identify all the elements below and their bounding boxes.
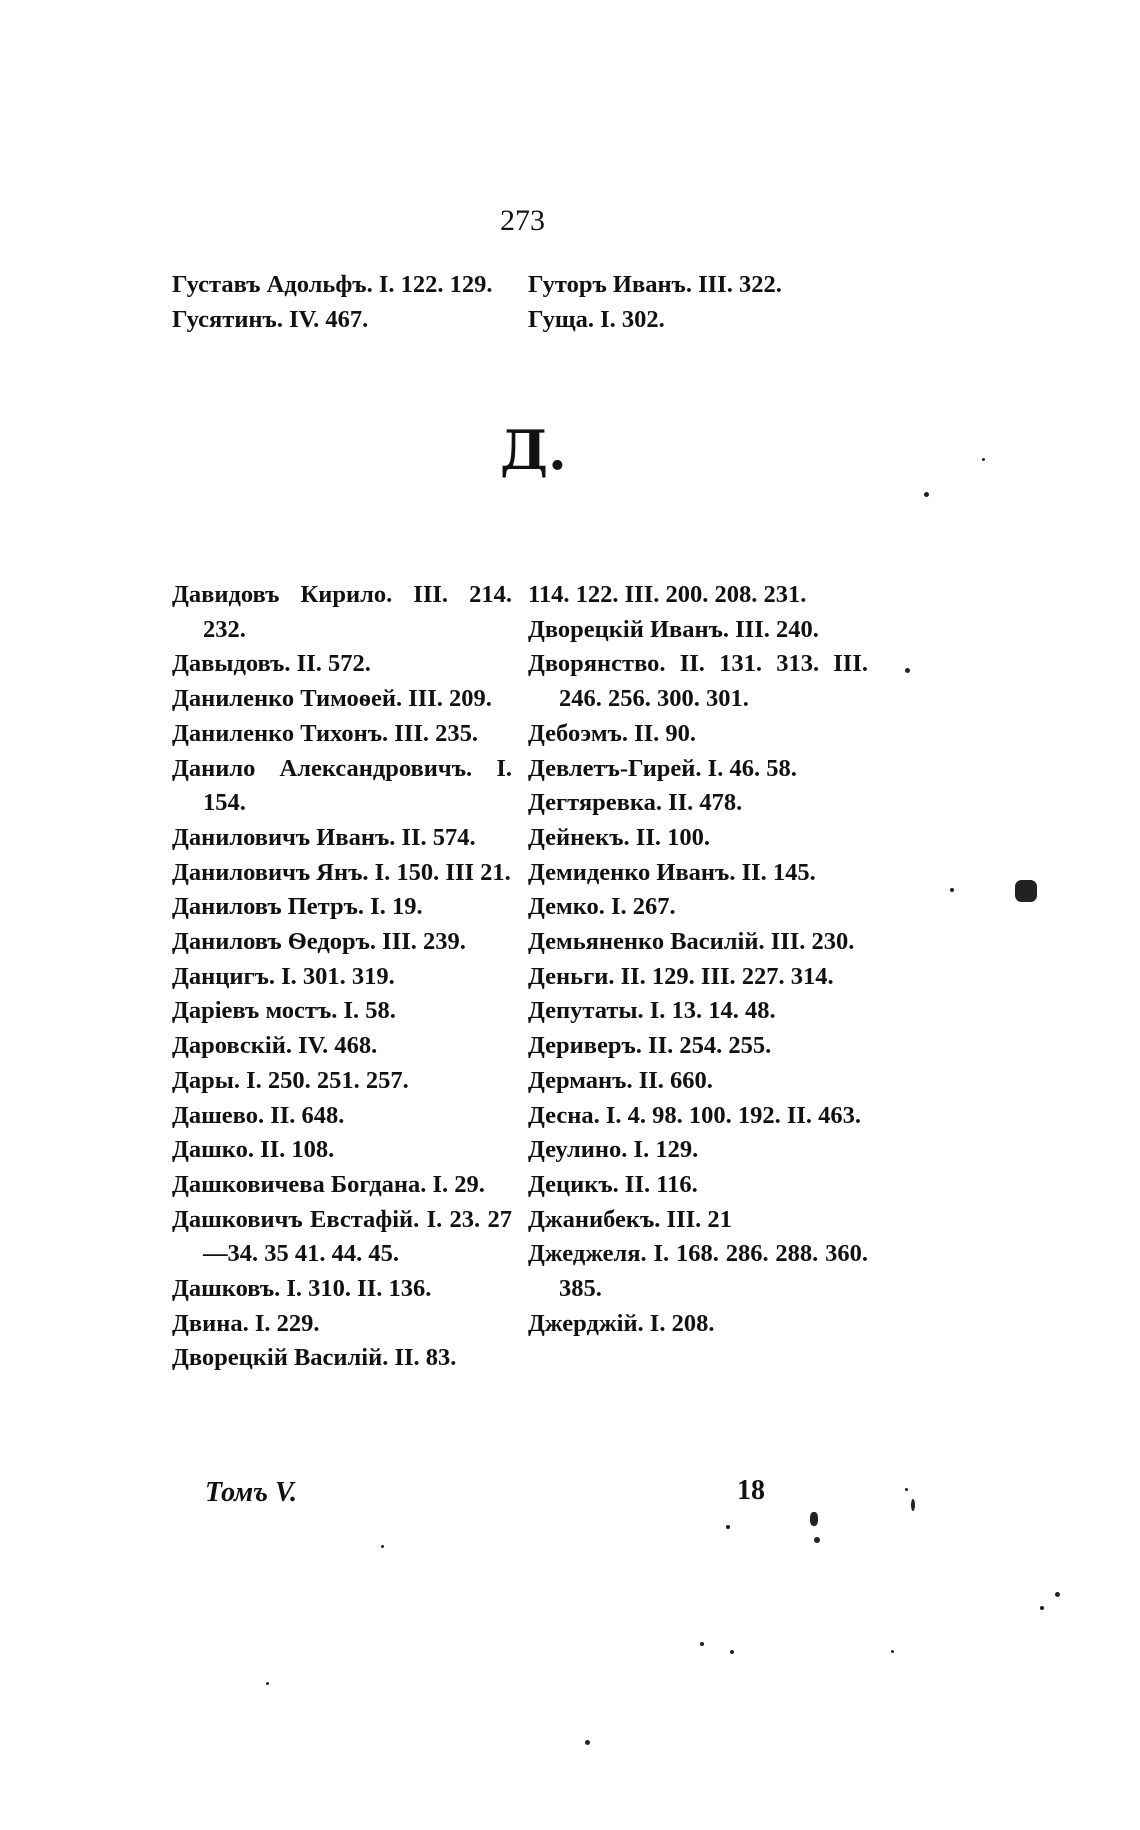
index-entry: Даниловъ Петръ. I. 19.	[172, 893, 423, 921]
index-entry: Даниловичъ Иванъ. II. 574.	[172, 823, 476, 851]
paper-speck	[1015, 880, 1037, 902]
index-entry: Даниленко Тихонъ. III. 235.	[172, 719, 479, 747]
index-entry: Дары. I. 250. 251. 257.	[172, 1066, 409, 1094]
index-entry: Давидовъ Кирило. III. 214. 232.	[172, 581, 512, 643]
paper-speck	[911, 1499, 915, 1511]
index-entry: Демко. I. 267.	[528, 893, 676, 921]
index-entry: Деривеpъ. II. 254. 255.	[528, 1032, 772, 1060]
paper-speck	[814, 1537, 820, 1543]
index-entry: Децикъ. II. 116.	[528, 1170, 698, 1198]
index-entry: Дашковичева Богдана. I. 29.	[172, 1170, 485, 1198]
index-entry: Деньги. II. 129. III. 227. 314.	[528, 962, 834, 990]
paper-speck	[950, 888, 954, 892]
paper-speck	[891, 1650, 894, 1653]
index-entry: Даниленко Тимоѳей. III. 209.	[172, 685, 492, 713]
index-column-left	[172, 578, 512, 1376]
index-entry: Даниловъ Ѳедоръ. III. 239.	[172, 928, 466, 956]
paper-speck	[810, 1512, 818, 1526]
index-entry: Двина. I. 229.	[172, 1309, 320, 1337]
paper-speck	[1055, 1592, 1060, 1597]
top-index-column-left	[172, 268, 512, 337]
index-entry: Джерджiй. I. 208.	[528, 1309, 715, 1337]
index-entry: Дейнекъ. II. 100.	[528, 823, 710, 851]
paper-speck	[266, 1682, 269, 1685]
index-entry: Даниловичъ Янъ. I. 150. III 21.	[172, 858, 511, 886]
paper-speck	[905, 668, 910, 673]
index-entry: Десна. I. 4. 98. 100. 192. II. 463.	[528, 1101, 862, 1129]
footer-volume-label: Томъ V.	[205, 1477, 298, 1508]
index-entry: Дарiевъ мостъ. I. 58.	[172, 997, 396, 1025]
paper-speck	[924, 492, 929, 497]
index-entry: 114. 122. III. 200. 208. 231.	[528, 581, 807, 608]
index-entry: Давыдовъ. II. 572.	[172, 650, 371, 678]
index-entry: Данило Александровичъ. I. 154.	[172, 754, 512, 817]
paper-speck	[381, 1545, 384, 1548]
index-entry: Девлетъ-Гирей. I. 46. 58.	[528, 754, 797, 782]
paper-speck	[982, 458, 985, 461]
index-entry: Дворецкiй Иванъ. III. 240.	[528, 615, 819, 643]
index-entry: Дворянство. II. 131. 313. III. 246. 256. 300. 301.	[528, 650, 868, 713]
index-entry: Дегтяревка. II. 478.	[528, 789, 743, 817]
index-entry: Дашко. II. 108.	[172, 1136, 335, 1164]
footer-signature-mark: 18	[737, 1475, 765, 1506]
index-entry: Гуща. I. 302.	[528, 305, 665, 333]
paper-speck	[730, 1650, 734, 1654]
index-entry: Гусятинъ. IV. 467.	[172, 305, 369, 333]
paper-speck	[905, 1488, 908, 1491]
paper-speck	[1040, 1606, 1044, 1610]
page-number: 273	[500, 204, 545, 237]
index-entry: Джеджеля. I. 168. 286. 288. 360. 385.	[528, 1240, 868, 1303]
index-column-right	[528, 578, 868, 1341]
index-entry: Деулино. I. 129.	[528, 1136, 699, 1164]
index-entry: Дашковъ. I. 310. II. 136.	[172, 1275, 432, 1303]
index-entry: Данцигъ. I. 301. 319.	[172, 962, 395, 990]
index-entry: Густавъ Адольфъ. I. 122. 129.	[172, 271, 493, 298]
index-entry: Гуторъ Иванъ. III. 322.	[528, 271, 782, 298]
section-heading-letter: Д.	[500, 418, 567, 482]
index-entry: Даровскiй. IV. 468.	[172, 1032, 378, 1060]
paper-speck	[726, 1525, 730, 1529]
index-entry: Дворецкiй Василiй. II. 83.	[172, 1344, 457, 1372]
index-entry: Дашковичъ Евстафiй. I. 23. 27—34. 35 41. 44. 45.	[172, 1205, 512, 1268]
index-entry: Дашево. II. 648.	[172, 1101, 345, 1129]
index-entry: Демьяненко Василiй. III. 230.	[528, 928, 855, 956]
paper-speck	[700, 1642, 704, 1646]
index-entry: Дебоэмъ. II. 90.	[528, 719, 697, 747]
index-entry: Депутаты. I. 13. 14. 48.	[528, 997, 776, 1025]
top-index-column-right	[528, 268, 868, 337]
index-entry: Джанибекъ. III. 21	[528, 1205, 732, 1233]
paper-speck	[585, 1740, 590, 1745]
index-entry: Демиденко Иванъ. II. 145.	[528, 858, 816, 886]
index-entry: Дерманъ. II. 660.	[528, 1066, 713, 1094]
